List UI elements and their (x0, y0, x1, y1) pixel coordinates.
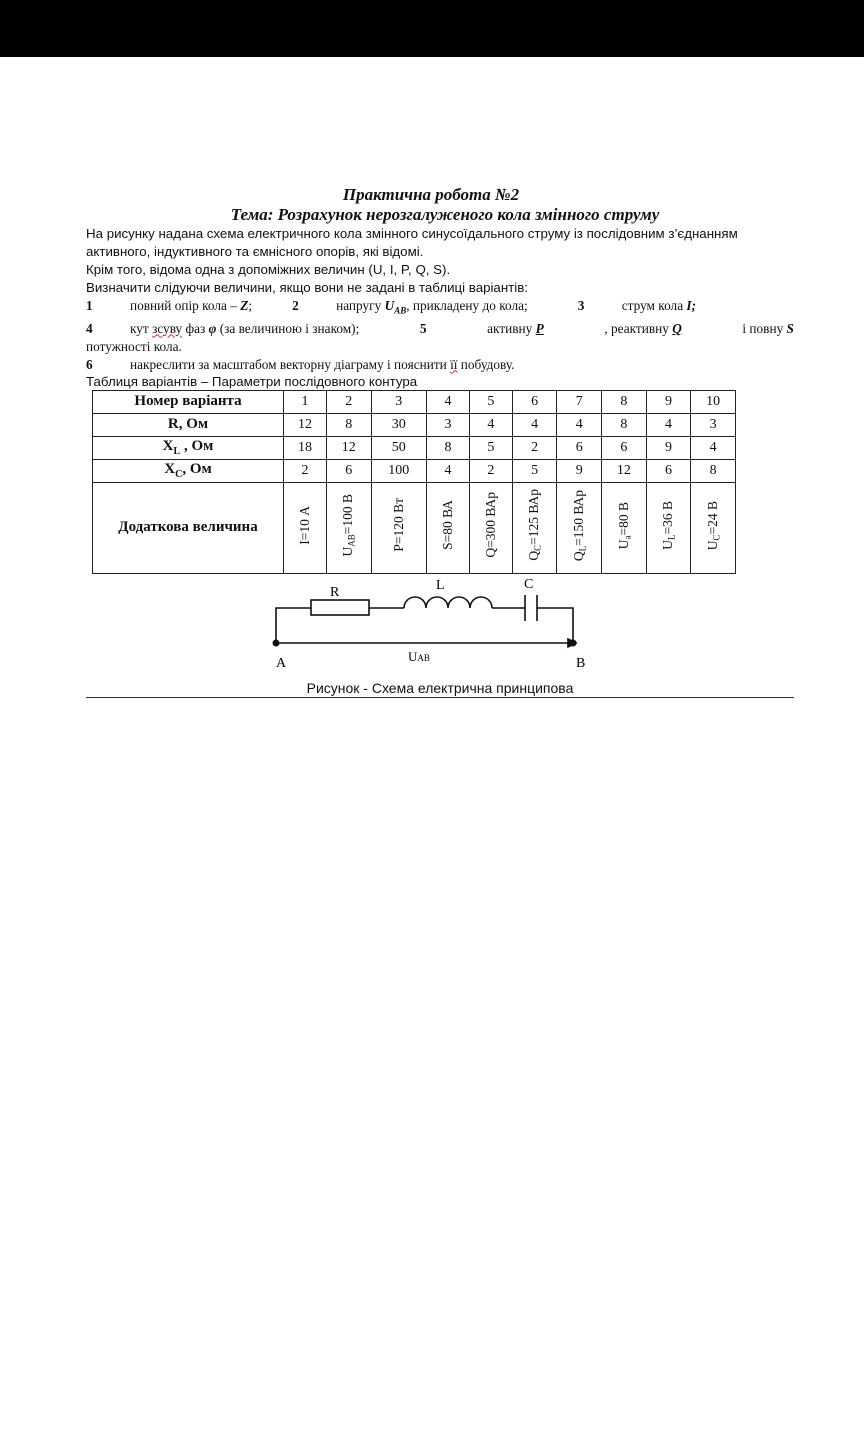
variants-table (92, 390, 736, 574)
xc-cell: 8 (691, 459, 736, 482)
c-symbol-label: C (524, 577, 534, 592)
node-a-label: A (276, 656, 287, 671)
variant-cell: 10 (691, 390, 736, 413)
xl-cell: 6 (557, 436, 602, 459)
page-title: Практична робота №2 (342, 185, 520, 204)
task-6-text: накреслити за масштабом векторну діаграму і пояснити її побудову. (130, 356, 515, 372)
table-row-r (93, 413, 736, 436)
uab-label: UAB (408, 649, 430, 664)
xl-cell: 4 (691, 436, 736, 459)
task-row-1 (86, 297, 794, 320)
xl-cell: 50 (371, 436, 427, 459)
r-symbol-label: R (330, 585, 340, 600)
task-num-2: 2 (292, 298, 299, 313)
task-1-text: повний опір кола – Z; (130, 298, 253, 313)
variant-cell: 6 (512, 390, 557, 413)
xl-cell: 2 (512, 436, 557, 459)
xl-cell: 12 (326, 436, 371, 459)
variant-cell: 2 (326, 390, 371, 413)
variant-cell: 9 (646, 390, 691, 413)
header-label: Номер варіанта (93, 390, 284, 413)
variant-cell: 5 (469, 390, 512, 413)
task-3-text: струм кола I; (621, 298, 697, 313)
extra-cell: I=10 А (284, 482, 327, 573)
xl-cell: 5 (469, 436, 512, 459)
task-4-text: кут зсуву фаз φ (за величиною і знаком); (130, 320, 360, 336)
table-row-extra (93, 482, 736, 573)
r-cell: 12 (284, 413, 327, 436)
figure-caption: Рисунок - Схема електрична принципова (306, 680, 574, 696)
r-cell: 4 (469, 413, 512, 436)
document-body (86, 185, 794, 574)
r-cell: 3 (427, 413, 470, 436)
task-2-text: напругу $U_{AB}$, прикладену до кола; (336, 298, 528, 316)
task-5-full: і повну S (742, 320, 794, 336)
task-num-6: 6 (86, 356, 93, 372)
xc-cell: 2 (284, 459, 327, 482)
xc-cell: 5 (512, 459, 557, 482)
xl-cell: 8 (427, 436, 470, 459)
xl-cell: 18 (284, 436, 327, 459)
xc-cell: 4 (427, 459, 470, 482)
xc-cell: 100 (371, 459, 427, 482)
r-label: R, Ом (93, 413, 284, 436)
l-symbol-label: L (436, 578, 445, 593)
variant-cell: 3 (371, 390, 427, 413)
intro-line-2: Крім того, відома одна з допоміжних величин (U, I, P, Q, S). (86, 262, 451, 277)
table-row-xc (93, 459, 736, 482)
r-cell: 4 (646, 413, 691, 436)
task-row-2 (86, 320, 794, 338)
divider-line (86, 697, 794, 698)
extra-label: Додаткова величина (93, 482, 284, 573)
xl-cell: 9 (646, 436, 691, 459)
task-num-5: 5 (419, 320, 427, 336)
resistor-symbol (311, 600, 369, 615)
node-b-label: B (576, 656, 586, 671)
variant-cell: 8 (602, 390, 647, 413)
intro-line-1: На рисунку надана схема електричного кола змінного синусоїдального струму із послідовним з’єднанням активного, індуктивного та ємнісного опорів, які відомі. (86, 226, 738, 259)
r-cell: 4 (512, 413, 557, 436)
wire-left (276, 608, 311, 643)
r-cell: 3 (691, 413, 736, 436)
table-caption: Таблиця варіантів – Параметри послідовного контура (86, 373, 418, 389)
extra-cell: $U_C=24$ В (691, 482, 736, 573)
node-a-dot (273, 640, 280, 647)
xc-cell: 12 (602, 459, 647, 482)
node-b-dot (570, 640, 577, 647)
xl-cell: 6 (602, 436, 647, 459)
task-5-reactive: , реактивну Q (604, 320, 682, 336)
extra-cell: $U_a=80$ В (602, 482, 647, 573)
extra-cell: Q=300 ВАр (469, 482, 512, 573)
xc-cell: 2 (469, 459, 512, 482)
task-num-3: 3 (577, 298, 585, 313)
r-cell: 8 (602, 413, 647, 436)
table-row-header (93, 390, 736, 413)
variant-cell: 4 (427, 390, 470, 413)
page-subtitle: Тема: Розрахунок нерозгалуженого кола змінного струму (230, 205, 660, 224)
xl-label: $X_L$ , Ом (93, 436, 284, 459)
task-5-line2: потужності кола. (86, 338, 182, 354)
xc-label: $X_C$, Ом (93, 459, 284, 482)
r-cell: 8 (326, 413, 371, 436)
variant-cell: 1 (284, 390, 327, 413)
extra-cell: $U_L=36$ В (646, 482, 691, 573)
extra-cell: $Q_L=150$ ВАр (557, 482, 602, 573)
extra-cell: $U_{AB}=100$ В (326, 482, 371, 573)
task-row-3 (86, 356, 794, 374)
r-cell: 30 (371, 413, 427, 436)
extra-cell: P=120 Вт (371, 482, 427, 573)
xc-cell: 9 (557, 459, 602, 482)
extra-cell: $Q_C=125$ ВАр (512, 482, 557, 573)
xc-cell: 6 (326, 459, 371, 482)
task-num-4: 4 (86, 320, 93, 336)
r-cell: 4 (557, 413, 602, 436)
table-row-xl (93, 436, 736, 459)
wire-right (537, 608, 573, 643)
task-num-1: 1 (86, 298, 93, 313)
xc-cell: 6 (646, 459, 691, 482)
extra-cell: S=80 ВА (427, 482, 470, 573)
inductor-symbol (404, 597, 492, 608)
top-black-bar (0, 0, 864, 57)
intro-line-3: Визначити слідуючи величини, якщо вони не задані в таблиці варіантів: (86, 280, 528, 295)
variant-cell: 7 (557, 390, 602, 413)
task-5-active: активну P (487, 320, 544, 336)
